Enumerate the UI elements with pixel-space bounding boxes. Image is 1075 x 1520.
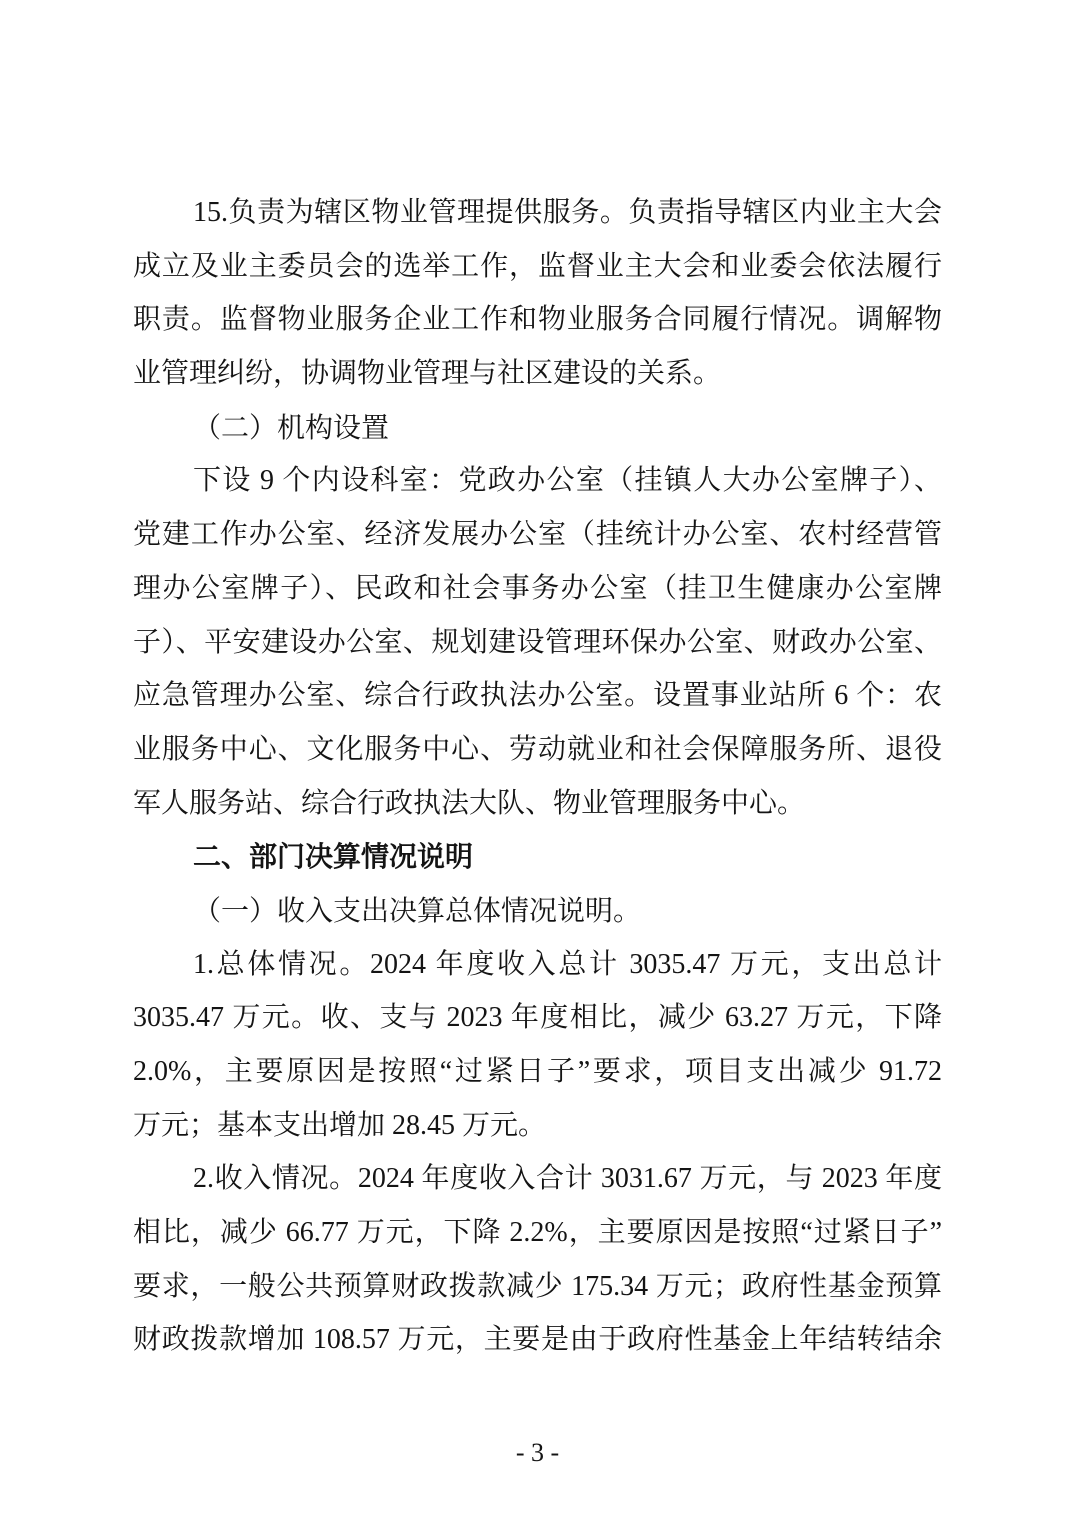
- paragraph-line: 15.负责为辖区物业管理提供服务。负责指导辖区内业主大会: [193, 197, 942, 228]
- paragraph-property-management-duty: [133, 186, 942, 401]
- paragraph-line: 理办公室牌子）、民政和社会事务办公室（挂卫生健康办公室牌: [133, 572, 942, 604]
- paragraph-line: 应急管理办公室、综合行政执法办公室。设置事业站所 6 个：农: [133, 680, 942, 712]
- paragraph-line: 军人服务站、综合行政执法大队、物业管理服务中心。: [133, 787, 806, 819]
- paragraph-line: 财政拨款增加 108.57 万元，主要是由于政府性基金上年结转结余: [133, 1324, 942, 1356]
- page-number: - 3 -: [515, 1438, 560, 1467]
- page-body: [133, 186, 942, 1367]
- paragraph-line: 2.0%，主要原因是按照“过紧日子”要求，项目支出减少 91.72: [133, 1056, 942, 1087]
- paragraph-line: 成立及业主委员会的选举工作，监督业主大会和业委会依法履行: [133, 250, 942, 282]
- paragraph-line: 3035.47 万元。收、支与 2023 年度相比，减少 63.27 万元，下降: [133, 1002, 942, 1034]
- paragraph-line: 业服务中心、文化服务中心、劳动就业和社会保障服务所、退役: [133, 733, 942, 765]
- paragraph-line: 相比，减少 66.77 万元，下降 2.2%，主要原因是按照“过紧日子”: [133, 1217, 942, 1249]
- section-heading-org-setup: （二）机构设置: [193, 410, 390, 444]
- subsection-heading-overall: （一）收入支出决算总体情况说明。: [193, 893, 642, 927]
- section-heading-final-accounts: 二、部门决算情况说明: [193, 840, 474, 874]
- paragraph-line: 万元；基本支出增加 28.45 万元。: [133, 1109, 547, 1141]
- paragraph-line: 要求，一般公共预算财政拨款减少 175.34 万元；政府性基金预算: [133, 1270, 942, 1302]
- paragraph-org-setup: [133, 454, 942, 830]
- paragraph-line: 党建工作办公室、经济发展办公室（挂统计办公室、农村经营管: [133, 519, 942, 551]
- paragraph-line: 业管理纠纷，协调物业管理与社区建设的关系。: [133, 358, 722, 390]
- paragraph-line: 下设 9 个内设科室：党政办公室（挂镇人大办公室牌子）、: [193, 465, 942, 497]
- paragraph-income-situation: [133, 1152, 942, 1367]
- paragraph-line: 2.收入情况。2024 年度收入合计 3031.67 万元，与 2023 年度: [193, 1163, 942, 1195]
- paragraph-line: 职责。监督物业服务企业工作和物业服务合同履行情况。调解物: [133, 304, 942, 336]
- paragraph-overall-situation: [133, 938, 942, 1153]
- paragraph-line: 1.总体情况。2024 年度收入总计 3035.47 万元，支出总计: [193, 948, 942, 980]
- paragraph-line: 子）、平安建设办公室、规划建设管理环保办公室、财政办公室、: [133, 626, 942, 658]
